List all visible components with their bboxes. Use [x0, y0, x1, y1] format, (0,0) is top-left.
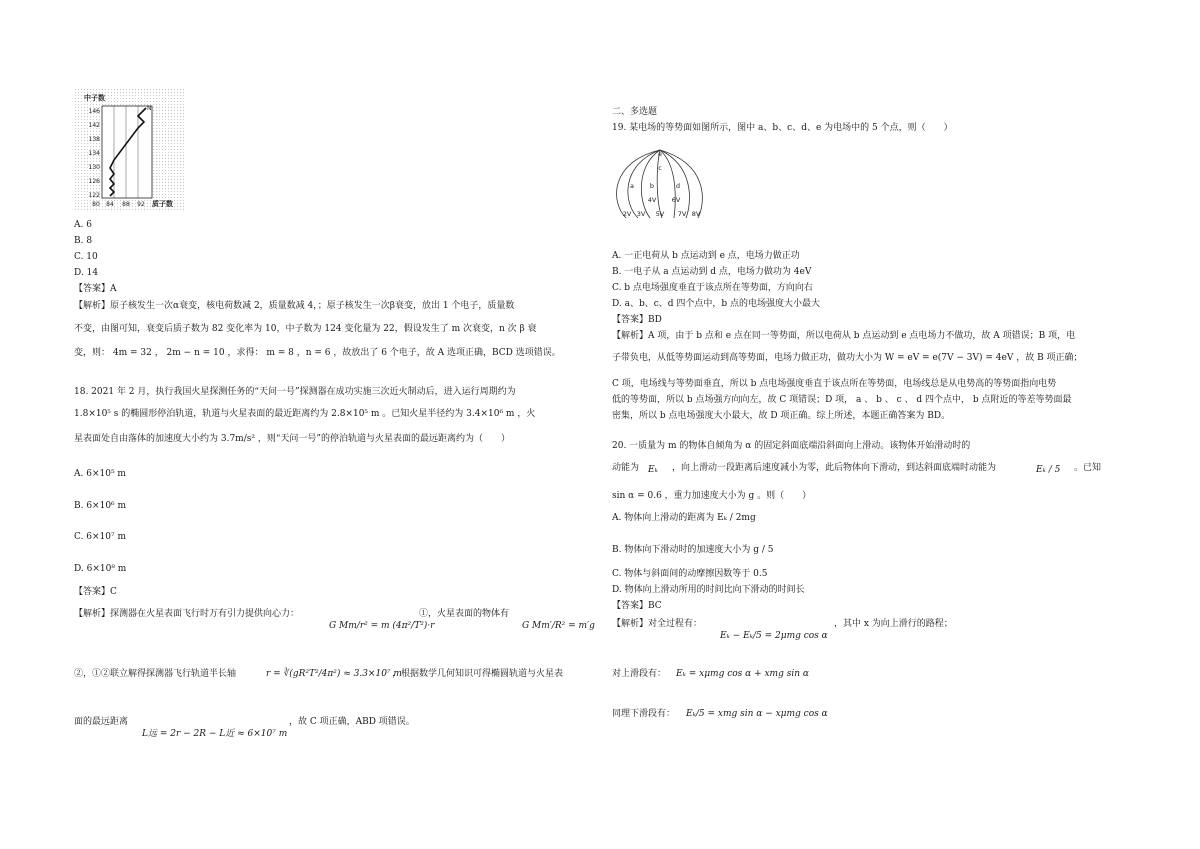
- q18-analysis-line: 面的最远距离: [74, 717, 129, 727]
- q20-answer: 【答案】BC: [612, 601, 662, 611]
- point-label-c: c: [658, 164, 662, 172]
- point-label-b: b: [649, 182, 655, 190]
- q18-analysis-line: ，故 C 项正确，ABD 项错误。: [289, 717, 415, 727]
- q18-equation-4: L远 = 2r − 2R − L近 ≈ 6×10⁷ m: [142, 729, 288, 739]
- q19-option-a: A. 一正电荷从 b 点运动到 e 点，电场力做正功: [612, 251, 800, 261]
- q17-answer: 【答案】A: [74, 284, 117, 294]
- q20-option-b: B. 物体向下滑动时的加速度大小为 g / 5: [612, 545, 774, 555]
- q18-analysis-line: ①，火星表面的物体有: [419, 609, 510, 619]
- q18-equation-1: G Mm/r² = m (4π²/T²)·r: [329, 621, 435, 631]
- q17-analysis-line: 不变，由图可知，衰变后质子数为 82 变化率为 10，中子数为 124 变化量为 22，假设发生了 m 次衰变，n 次 β 衰: [74, 324, 537, 334]
- q18-analysis-line: ②，①②联立解得探测器飞行轨道半长轴: [74, 669, 237, 679]
- potential-label: 7V: [677, 210, 687, 218]
- q20-equation-1: Eₖ − Eₖ/5 = 2μmg cos α: [720, 631, 828, 641]
- chart-xlabel: 质子数: [152, 200, 173, 208]
- q17-option-c: C. 10: [74, 252, 98, 262]
- q18-option-d: D. 6×10⁸ m: [74, 564, 127, 574]
- q20-stem: 。已知: [1074, 463, 1102, 473]
- q18-equation-2: G Mm′/R² = m′g: [522, 621, 595, 631]
- q18-answer: 【答案】C: [74, 587, 117, 597]
- y-tick: 122: [88, 192, 100, 199]
- chart-end-label: N: [147, 105, 152, 112]
- potential-label: 5V: [655, 210, 665, 218]
- q18-option-a: A. 6×10⁵ m: [74, 469, 126, 479]
- potential-label: 3V: [636, 210, 646, 218]
- q20-analysis-line: 同理下滑段有：: [612, 709, 676, 719]
- q20-stem: 动能为: [612, 463, 640, 473]
- q17-option-b: B. 8: [74, 236, 93, 246]
- q20-equation-2: Eₖ = xμmg cos α + xmg sin α: [676, 669, 809, 679]
- q19-analysis-line: 低的等势面，所以 b 点场强方向向左，故 C 项错误；D 项， a 、 b 、 c 、 d 四个点中， b 点附近的等差等势面最: [612, 395, 1072, 405]
- q19-option-b: B. 一电子从 a 点运动到 d 点，电场力做功为 4eV: [612, 267, 812, 277]
- q18-stem: 18. 2021 年 2 月，执行我国火星探测任务的“天问一号”探测器在成功实施三次近火制动后，进入运行周期约为: [74, 387, 516, 397]
- potential-label: 4V: [647, 196, 657, 204]
- q20-analysis-line: 【解析】对全过程有：: [612, 619, 703, 629]
- q18-stem: 1.8×10⁵ s 的椭圆形停泊轨道，轨道与火星表面的最近距离约为 2.8×10⁵ m 。已知火星半径约为 3.4×10⁶ m ，火: [74, 409, 536, 419]
- q19-analysis-line: 密集，所以 b 点电场强度大小最大，故 D 项正确。综上所述，本题正确答案为 BD。: [612, 411, 951, 421]
- q20-option-d: D. 物体向上滑动所用的时间比向下滑动的时间长: [612, 585, 805, 595]
- potential-label: 2V: [622, 210, 632, 218]
- q20-stem: ，向上滑动一段距离后速度减小为零，此后物体向下滑动，到达斜面底端时动能为: [672, 463, 997, 473]
- y-tick: 142: [88, 122, 100, 129]
- q20-analysis-line: ，其中 x 为向上滑行的路程；: [834, 619, 953, 629]
- q19-answer: 【答案】BD: [612, 315, 662, 325]
- point-label-e: e: [658, 150, 662, 158]
- q20-option-a: A. 物体向上滑动的距离为 Eₖ / 2mg: [612, 513, 756, 523]
- q18-equation-3: r = ∛(gR²T²/4π²) ≈ 3.3×10⁷ m: [266, 669, 402, 679]
- q18-analysis-line: ，根据数学几何知识可得椭圆轨道与火星表: [392, 669, 564, 679]
- q19-option-c: C. b 点电场强度垂直于该点所在等势面，方向向右: [612, 283, 813, 293]
- q18-stem: 星表面处自由落体的加速度大小约为 3.7m/s² ，则“天问一号”的停泊轨道与火星表面的最远距离约为（ ）: [74, 434, 511, 444]
- x-tick: 88: [122, 201, 130, 208]
- section-title: 二、多选题: [612, 107, 658, 117]
- q18-option-c: C. 6×10⁷ m: [74, 532, 127, 542]
- q19-analysis-line: 【解析】A 项，由于 b 点和 e 点在同一等势面，所以电荷从 b 点运动到 e 点电场力不做功，故 A 项错误；B 项，电: [612, 331, 1076, 341]
- y-tick: 138: [88, 136, 100, 143]
- y-tick: 126: [88, 178, 100, 185]
- q17-analysis-line: 变，则： 4m = 32 ， 2m − n = 10 ，求得： m = 8 ，n = 6 ，故放出了 6 个电子，故 A 选项正确，BCD 选项错误。: [74, 348, 561, 358]
- q17-option-a: A. 6: [74, 220, 92, 230]
- q19-stem: 19. 某电场的等势面如图所示，图中 a、b、c、d、e 为电场中的 5 个点，则（ ）: [612, 123, 953, 133]
- x-tick: 92: [137, 201, 145, 208]
- point-label-d: d: [675, 182, 681, 190]
- y-tick: 146: [88, 108, 100, 115]
- q18-analysis-line: 【解析】探测器在火星表面飞行时万有引力提供向心力：: [74, 609, 300, 619]
- q19-analysis-line: C 项，电场线与等势面垂直，所以 b 点电场强度垂直于该点所在等势面，电场线总是从电势高的等势面指向电势: [612, 379, 1057, 389]
- potential-label: 8V: [691, 210, 701, 218]
- y-tick: 130: [88, 164, 100, 171]
- neutron-proton-chart: [74, 88, 184, 210]
- q20-stem-ek5: Eₖ / 5: [1036, 465, 1061, 475]
- q20-stem-ek: Eₖ: [648, 465, 658, 475]
- point-label-a: a: [630, 182, 634, 190]
- q19-analysis-line: 子带负电，从低等势面运动到高等势面，电场力做正功，做功大小为 W = eV = e(7V − 3V) = 4eV ，故 B 项正确；: [612, 353, 1083, 363]
- q20-equation-3: Eₖ/5 = xmg sin α − xμmg cos α: [686, 709, 828, 719]
- q20-analysis-line: 对上滑段有：: [612, 669, 667, 679]
- chart-ylabel: 中子数: [84, 94, 105, 102]
- potential-label: 6V: [671, 196, 681, 204]
- x-tick: 80: [92, 201, 100, 208]
- q20-stem: sin α = 0.6 ，重力加速度大小为 g 。则（ ）: [612, 491, 812, 501]
- equipotential-figure: [616, 144, 712, 226]
- q17-analysis-line: 【解析】原子核发生一次α衰变，核电荷数减 2，质量数减 4，；原子核发生一次β衰变，放出 1 个电子，质量数: [74, 301, 515, 311]
- q20-option-c: C. 物体与斜面间的动摩擦因数等于 0.5: [612, 569, 768, 579]
- q17-option-d: D. 14: [74, 268, 99, 278]
- q19-option-d: D. a、b、c、d 四个点中，b 点的电场强度大小最大: [612, 299, 821, 309]
- q20-stem: 20. 一质量为 m 的物体自倾角为 α 的固定斜面底端沿斜面向上滑动。该物体开始滑动时的: [612, 441, 971, 451]
- y-tick: 134: [88, 150, 100, 157]
- x-tick: 84: [106, 201, 114, 208]
- q18-option-b: B. 6×10⁶ m: [74, 501, 127, 511]
